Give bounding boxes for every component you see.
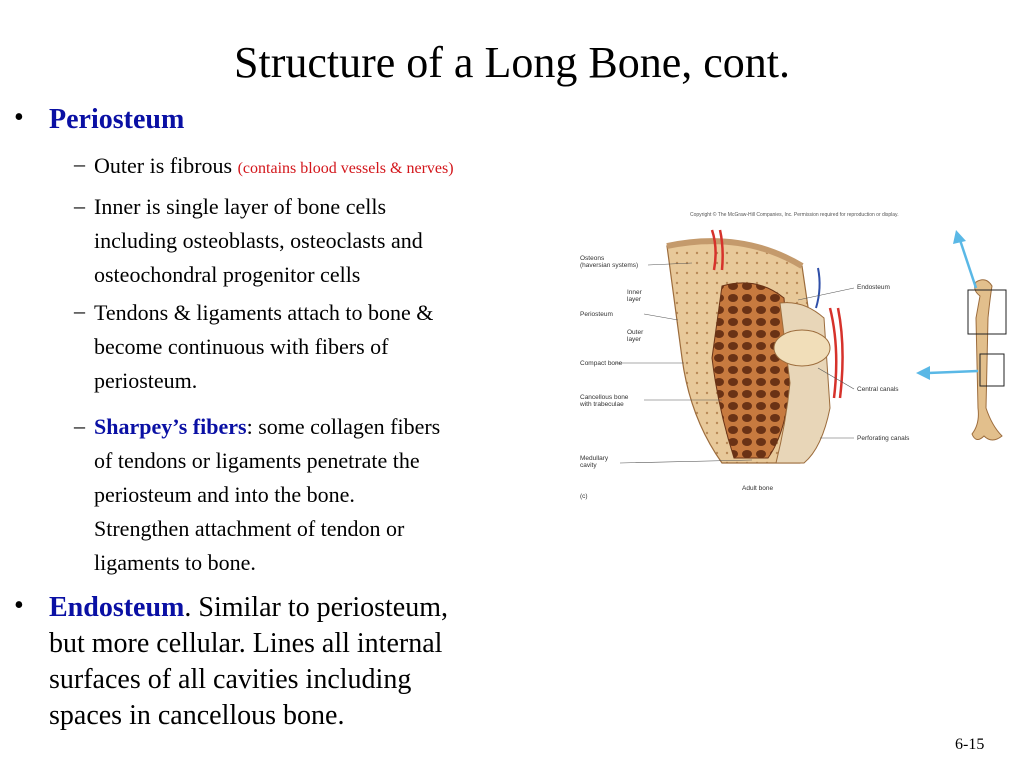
panel-label: (c)	[580, 493, 588, 500]
bullet-marker: •	[14, 102, 24, 133]
text-line: periosteum.	[94, 368, 198, 393]
osteons-label: Osteons	[580, 255, 605, 262]
periosteum-heading: Periosteum	[49, 104, 185, 135]
sharpeys-fibers-term: Sharpey’s fibers	[94, 414, 247, 439]
tendons-item	[94, 296, 433, 398]
outer-layer-label: Outer	[627, 329, 644, 336]
text-line: become continuous with fibers of	[94, 334, 389, 359]
text-line: spaces in cancellous bone.	[49, 700, 345, 731]
inner-layer-label-2: layer	[627, 296, 642, 303]
page-number: 6-15	[955, 736, 985, 753]
outer-layer-label-2: layer	[627, 336, 642, 343]
text-line: Strengthen attachment of tendon or	[94, 516, 405, 541]
cavity-label: cavity	[580, 462, 597, 469]
dash-marker: –	[74, 298, 85, 323]
sharpeys-fibers-text: : some collagen fibers	[246, 414, 441, 439]
text-line: including osteoblasts, osteoclasts and	[94, 228, 423, 253]
text-line	[94, 410, 440, 444]
endosteum-label: Endosteum	[857, 284, 890, 291]
text-line: ligaments to bone.	[94, 550, 256, 575]
endosteum-term: Endosteum	[49, 592, 185, 623]
text-line: Tendons & ligaments attach to bone &	[94, 300, 434, 325]
arrow-left	[928, 371, 978, 373]
outer-fibrous-text: Outer is fibrous	[94, 153, 238, 178]
adult-bone-label: Adult bone	[742, 485, 774, 492]
bullet-marker: •	[14, 590, 24, 621]
text-line: but more cellular. Lines all internal	[49, 628, 443, 659]
dash-marker: –	[74, 413, 85, 438]
trabeculae-label: with trabeculae	[580, 401, 624, 408]
text-line: of tendons or ligaments penetrate the	[94, 448, 420, 473]
cancellous-bone-label: Cancellous bone	[580, 394, 629, 401]
pointer-arrows	[916, 230, 978, 380]
arrow-left-head	[916, 366, 930, 380]
compact-bone-label: Compact bone	[580, 360, 623, 367]
endosteum-item	[49, 590, 448, 734]
arrow-up	[960, 240, 976, 288]
long-bone-figure	[572, 208, 1012, 508]
dash-marker: –	[74, 151, 85, 176]
text-line: surfaces of all cavities including	[49, 664, 412, 695]
text-line: Inner is single layer of bone cells	[94, 194, 387, 219]
text-line	[49, 590, 448, 626]
copyright-notice: Copyright © The McGraw-Hill Companies, Inc. Permission required for reproduction or display.	[690, 212, 899, 218]
bone-cross-section	[774, 330, 830, 366]
sharpeys-fibers-item	[94, 410, 440, 580]
femur-shape	[972, 280, 1002, 440]
text-line: periosteum and into the bone.	[94, 482, 355, 507]
haversian-label: (haversian systems)	[580, 262, 639, 269]
inner-layer-item	[94, 190, 423, 292]
text-line: osteochondral progenitor cells	[94, 262, 361, 287]
central-canals-label: Central canals	[857, 386, 899, 393]
perforating-canals-label: Perforating canals	[857, 435, 910, 442]
outer-fibrous-item	[94, 149, 454, 186]
medullary-label: Medullary	[580, 455, 609, 462]
dash-marker: –	[74, 193, 85, 218]
blood-vessel	[816, 268, 820, 308]
slide-title: Structure of a Long Bone, cont.	[234, 38, 790, 87]
arrow-up-head	[953, 230, 966, 244]
periosteum-label: Periosteum	[580, 311, 613, 318]
endosteum-text: . Similar to periosteum,	[184, 592, 449, 623]
inner-layer-label: Inner	[627, 289, 642, 296]
blood-vessels-note: (contains blood vessels & nerves)	[237, 160, 454, 177]
blood-vessel	[830, 308, 843, 398]
